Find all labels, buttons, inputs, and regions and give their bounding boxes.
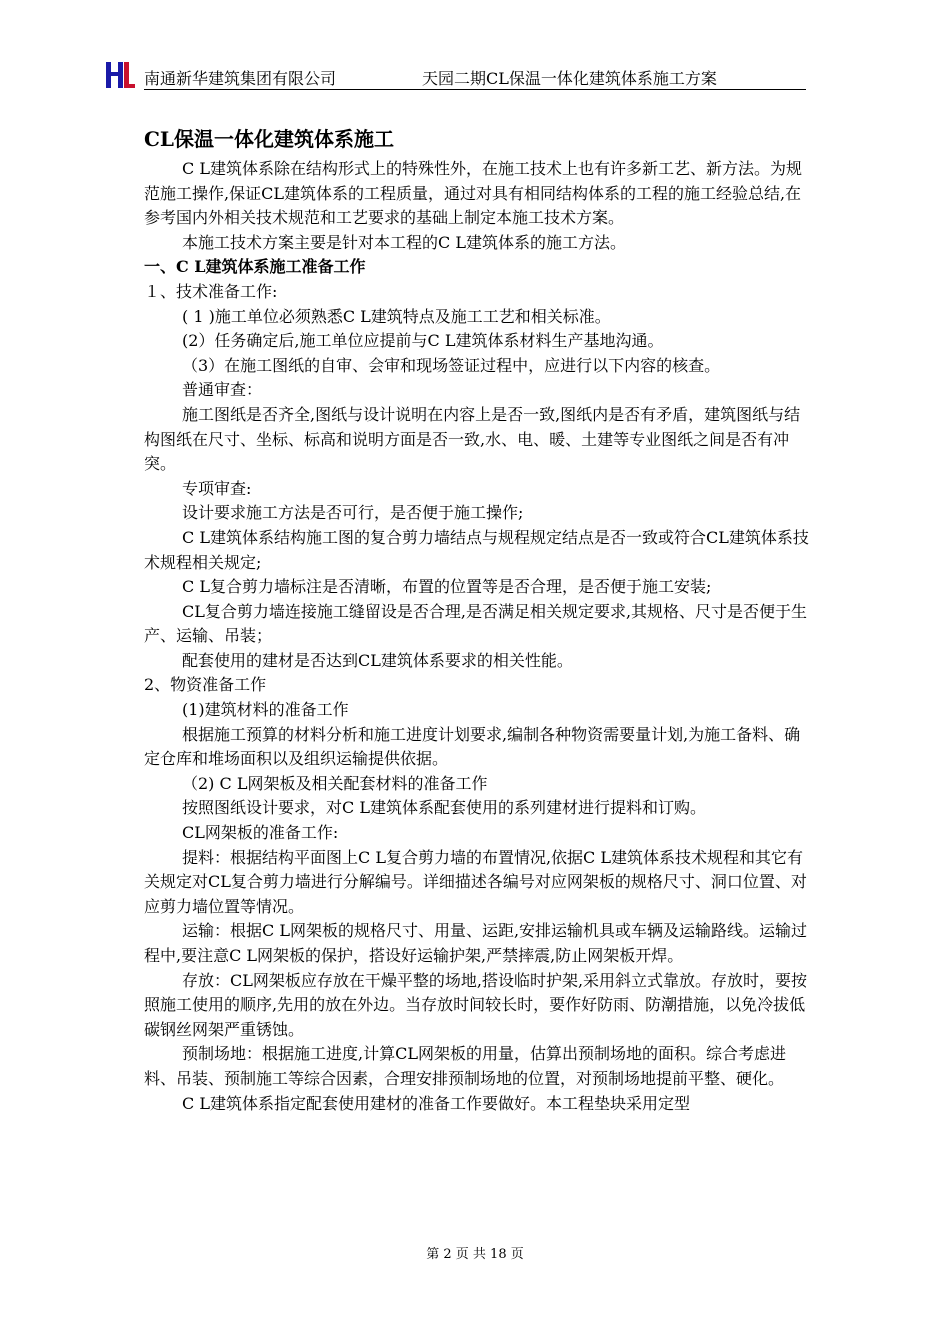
paragraph-list (144, 157, 816, 1116)
paragraph: 普通审查： (182, 380, 263, 400)
paragraph: C L建筑体系指定配套使用建材的准备工作要做好。本工程垫块采用定型 (182, 1093, 690, 1113)
header-rule (144, 89, 806, 90)
paragraph: 运输：根据C L网架板的规格尺寸、用量、运距,安排运输机具或车辆及运输路线。运输过程中,要注意C L网架板的保护，搭设好运输护架,严禁摔震,防止网架板开焊。 (144, 921, 808, 965)
paragraph: 根据施工预算的材料分析和施工进度计划要求,编制各种物资需要量计划,为施工备料、确定仓库和堆场面积以及组织运输提供依据。 (144, 724, 801, 769)
paragraph: 施工图纸是否齐全,图纸与设计说明在内容上是否一致,图纸内是否有矛盾，建筑图纸与结构图纸在尺寸、坐标、标高和说明方面是否一致,水、电、暖、土建等专业图纸之间是否有冲突。 (144, 404, 801, 474)
header-company-name: 南通新华建筑集团有限公司 (144, 69, 337, 88)
paragraph: （2) C L网架板及相关配套材料的准备工作 (182, 773, 488, 793)
header-document-title: 天园二期CL保温一体化建筑体系施工方案 (422, 69, 717, 88)
section-heading: 一、C L建筑体系施工准备工作 (144, 257, 366, 277)
paragraph: 专项审查: (182, 478, 252, 498)
paragraph: (1)建筑材料的准备工作 (182, 700, 349, 720)
paragraph: C L复合剪力墙标注是否清晰，布置的位置等是否合理，是否便于施工安装; (182, 577, 712, 597)
paragraph: 按照图纸设计要求，对C L建筑体系配套使用的系列建材进行提料和订购。 (182, 798, 706, 818)
document-title: CL保温一体化建筑体系施工 (144, 127, 394, 151)
paragraph: 配套使用的建材是否达到CL建筑体系要求的相关性能。 (182, 650, 573, 670)
paragraph: （3）在施工图纸的自审、会审和现场签证过程中，应进行以下内容的核查。 (182, 355, 721, 375)
paragraph: １、技术准备工作: (144, 281, 278, 301)
paragraph: CL网架板的准备工作: (182, 823, 339, 843)
page-header (104, 58, 806, 92)
paragraph: C L建筑体系结构施工图的复合剪力墙结点与规程规定结点是否一致或符合CL建筑体系技术规程相关规定; (144, 527, 809, 572)
document-body (144, 124, 816, 1116)
company-logo-icon (104, 60, 136, 90)
paragraph: CL复合剪力墙连接施工缝留设是否合理,是否满足相关规定要求,其规格、尺寸是否便于生产、运输、吊装； (144, 601, 808, 646)
paragraph: 设计要求施工方法是否可行，是否便于施工操作; (182, 503, 524, 523)
paragraph: (2）任务确定后,施工单位应提前与C L建筑体系材料生产基地沟通。 (182, 331, 664, 351)
paragraph: 本施工技术方案主要是针对本工程的C L建筑体系的施工方法。 (182, 232, 626, 252)
paragraph: 预制场地：根据施工进度,计算CL网架板的用量，估算出预制场地的面积。综合考虑进料、吊装、预制施工等综合因素，合理安排预制场地的位置，对预制场地提前平整、硬化。 (144, 1044, 786, 1088)
paragraph: C L建筑体系除在结构形式上的特殊性外，在施工技术上也有许多新工艺、新方法。为规范施工操作,保证CL建筑体系的工程质量，通过对具有相同结构体系的工程的施工经验总结,在参考国内外相关技术规范和工艺要求的基础上制定本施工技术方案。 (144, 159, 802, 228)
paragraph: 提料：根据结构平面图上C L复合剪力墙的布置情况,依据C L建筑体系技术规程和其它有关规定对CL复合剪力墙进行分解编号。详细描述各编号对应网架板的规格尺寸、洞口位置、对应剪力墙位置等情况。 (144, 847, 807, 916)
paragraph: ( 1 )施工单位必须熟悉C L建筑特点及施工工艺和相关标准。 (182, 306, 611, 326)
paragraph: 存放：CL网架板应存放在干燥平整的场地,搭设临时护架,采用斜立式靠放。存放时，要按照施工使用的顺序,先用的放在外边。当存放时间较长时，要作好防雨、防潮措施，以免冷拔低碳钢丝网架严重锈蚀。 (144, 970, 808, 1039)
page-footer: 第 2 页 共 18 页 (426, 1247, 524, 1262)
paragraph: 2、物资准备工作 (144, 675, 267, 695)
